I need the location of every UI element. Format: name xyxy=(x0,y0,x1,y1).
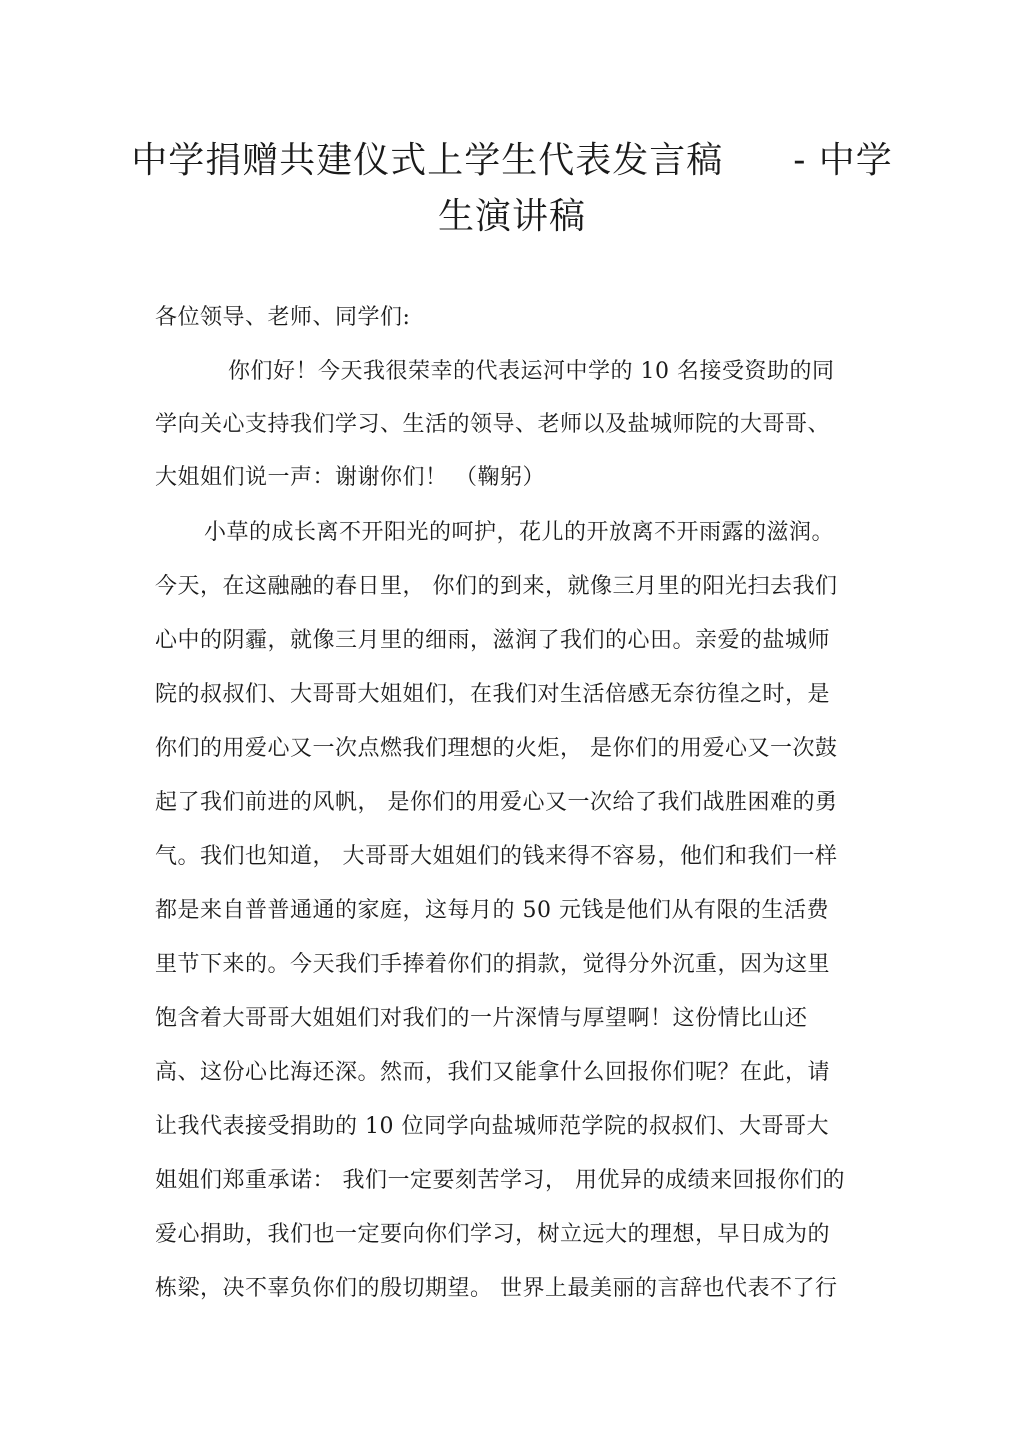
salutation: 各位领导、老师、同学们: xyxy=(155,305,411,330)
paragraph-line: 爱心捐助，我们也一定要向你们学习，树立远大的理想，早日成为的 xyxy=(155,1222,831,1247)
document-title-line-1 xyxy=(0,132,1024,183)
paragraph-line: 心中的阴霾，就像三月里的细雨，滋润了我们的心田。亲爱的盐城师 xyxy=(155,628,831,653)
paragraph-line: 栋梁，决不辜负你们的殷切期望。 世界上最美丽的言辞也代表不了行 xyxy=(155,1276,838,1301)
paragraph-line: 院的叔叔们、大哥哥大姐姐们，在我们对生活倍感无奈彷徨之时，是 xyxy=(155,682,831,707)
document-title-line-2: 生演讲稿 xyxy=(437,196,586,237)
paragraph-line: 高、这份心比海还深。然而，我们又能拿什么回报你们呢？在此，请 xyxy=(155,1060,831,1085)
paragraph-line: 你们好！今天我很荣幸的代表运河中学的 10 名接受资助的同 xyxy=(228,359,835,384)
paragraph-line: 姐姐们郑重承诺： 我们一定要刻苦学习， 用优异的成绩来回报你们的 xyxy=(155,1168,845,1193)
title-suffix: - 中学 xyxy=(793,140,893,181)
paragraph-line: 小草的成长离不开阳光的呵护，花儿的开放离不开雨露的滋润。 xyxy=(204,520,835,545)
paragraph-line: 让我代表接受捐助的 10 位同学向盐城师范学院的叔叔们、大哥哥大 xyxy=(155,1114,829,1139)
paragraph-line: 都是来自普普通通的家庭，这每月的 50 元钱是他们从有限的生活费 xyxy=(155,898,829,923)
paragraph-line: 大姐姐们说一声：谢谢你们！ （鞠躬） xyxy=(155,465,545,490)
title-main: 中学捐赠共建仪式上学生代表发言稿 xyxy=(131,140,724,181)
paragraph-line: 学向关心支持我们学习、生活的领导、老师以及盐城师院的大哥哥、 xyxy=(155,412,831,437)
paragraph-line: 起了我们前进的风帆， 是你们的用爱心又一次给了我们战胜困难的勇 xyxy=(155,790,838,815)
paragraph-line: 气。我们也知道， 大哥哥大姐姐们的钱来得不容易，他们和我们一样 xyxy=(155,844,838,869)
paragraph-line: 饱含着大哥哥大姐姐们对我们的一片深情与厚望啊！这份情比山还 xyxy=(155,1006,808,1031)
paragraph-line: 里节下来的。今天我们手捧着你们的捐款，觉得分外沉重，因为这里 xyxy=(155,952,831,977)
paragraph-line: 今天，在这融融的春日里， 你们的到来，就像三月里的阳光扫去我们 xyxy=(155,574,838,599)
paragraph-line: 你们的用爱心又一次点燃我们理想的火炬， 是你们的用爱心又一次鼓 xyxy=(155,736,838,761)
